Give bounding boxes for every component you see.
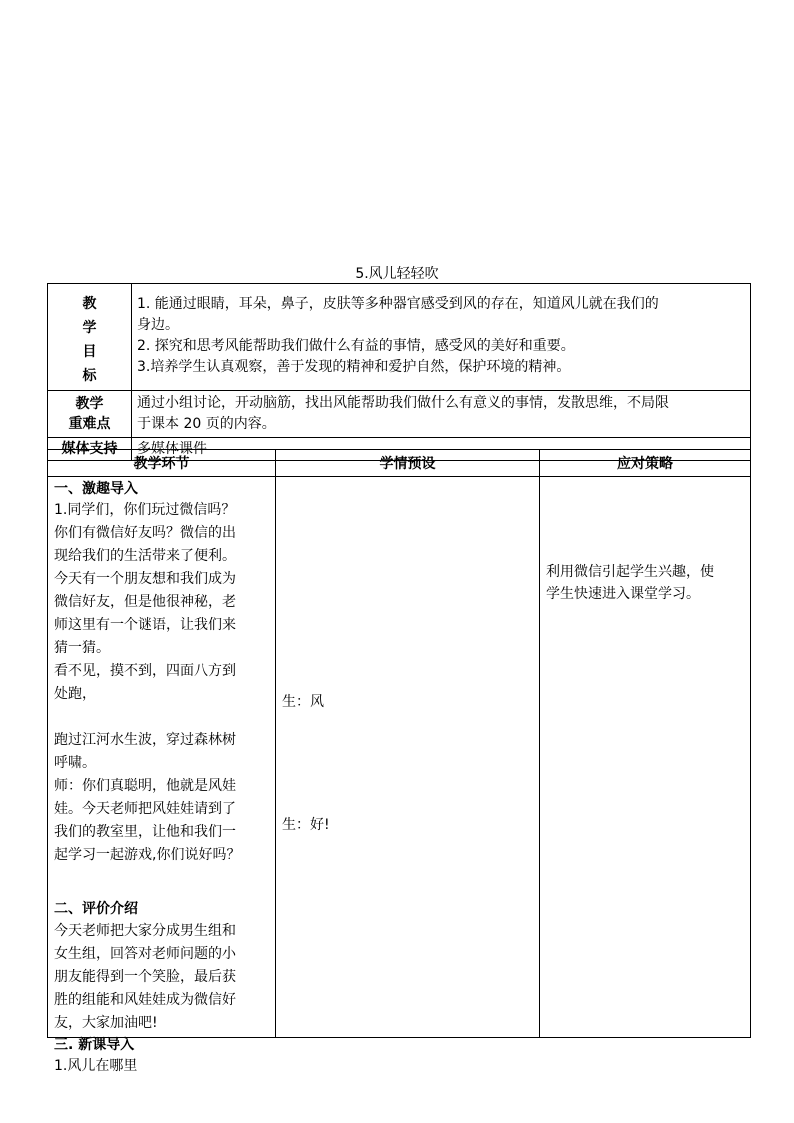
- header-teaching-step: 教学环节: [48, 450, 276, 477]
- table-header-row: [48, 450, 751, 477]
- teaching-step-cell: 一、激趣导入 1.同学们，你们玩过微信吗？ 你们有微信好友吗？微信的出 现给我们的生活带来了便利。 今天有一个朋友想和我们成为 微信好友，但是他很神秘，老 师这里有一个谜语，让我们来 猜一猜。 看不见，摸不到，四面八方到 处跑， 跑过江河水生波，穿过森林树 呼啸。 师：你们真聪明，他就是风娃 娃。今天老师把风娃娃请到了 我们的教室里，让他和我们一 起学习一起游戏,你们说好吗？ 二、评价介绍 今天老师把大家分成男生组和 女生组，回答对老师问题的小 朋友能得到一个笑脸，最后获 胜的组能和风娃娃成为微信好 友，大家加油吧! 三. 新课导入 1.风儿在哪里: [48, 477, 276, 1038]
- table-row: [48, 477, 751, 1038]
- student-situation-cell: 生：风 生：好!: [276, 477, 540, 1038]
- teaching-process-table: [47, 449, 751, 1074]
- key-points-content: 通过小组讨论，开动脑筋，找出风能帮助我们做什么有意义的事情，发散思维，不局限 于课本 20 页的内容。: [132, 391, 751, 438]
- objective-line: 3.培养学生认真观察，善于发现的精神和爱护自然，保护环境的精神。: [137, 359, 571, 375]
- header-student-situation: 学情预设: [276, 450, 540, 477]
- media-label: 媒体支持: [48, 438, 132, 461]
- key-points-label: 教学 重难点: [48, 391, 132, 438]
- objective-line: 1. 能通过眼睛，耳朵，鼻子，皮肤等多种器官感受到风的存在，知道风儿就在我们的: [137, 296, 659, 312]
- header-strategy: 应对策略: [540, 450, 751, 477]
- lesson-info-table: [47, 283, 751, 461]
- objectives-content: [132, 284, 751, 391]
- objectives-label: 教 学 目 标: [48, 284, 132, 391]
- objectives-row: [48, 284, 751, 391]
- objective-line: 身边。: [137, 317, 179, 333]
- media-value: 多媒体课件: [132, 438, 751, 461]
- strategy-cell: 利用微信引起学生兴趣，使 学生快速进入课堂学习。: [540, 477, 751, 1038]
- key-points-row: [48, 391, 751, 438]
- lesson-title: 5.风儿轻轻吹: [355, 266, 439, 282]
- objective-line: 2. 探究和思考风能帮助我们做什么有益的事情，感受风的美好和重要。: [137, 338, 575, 354]
